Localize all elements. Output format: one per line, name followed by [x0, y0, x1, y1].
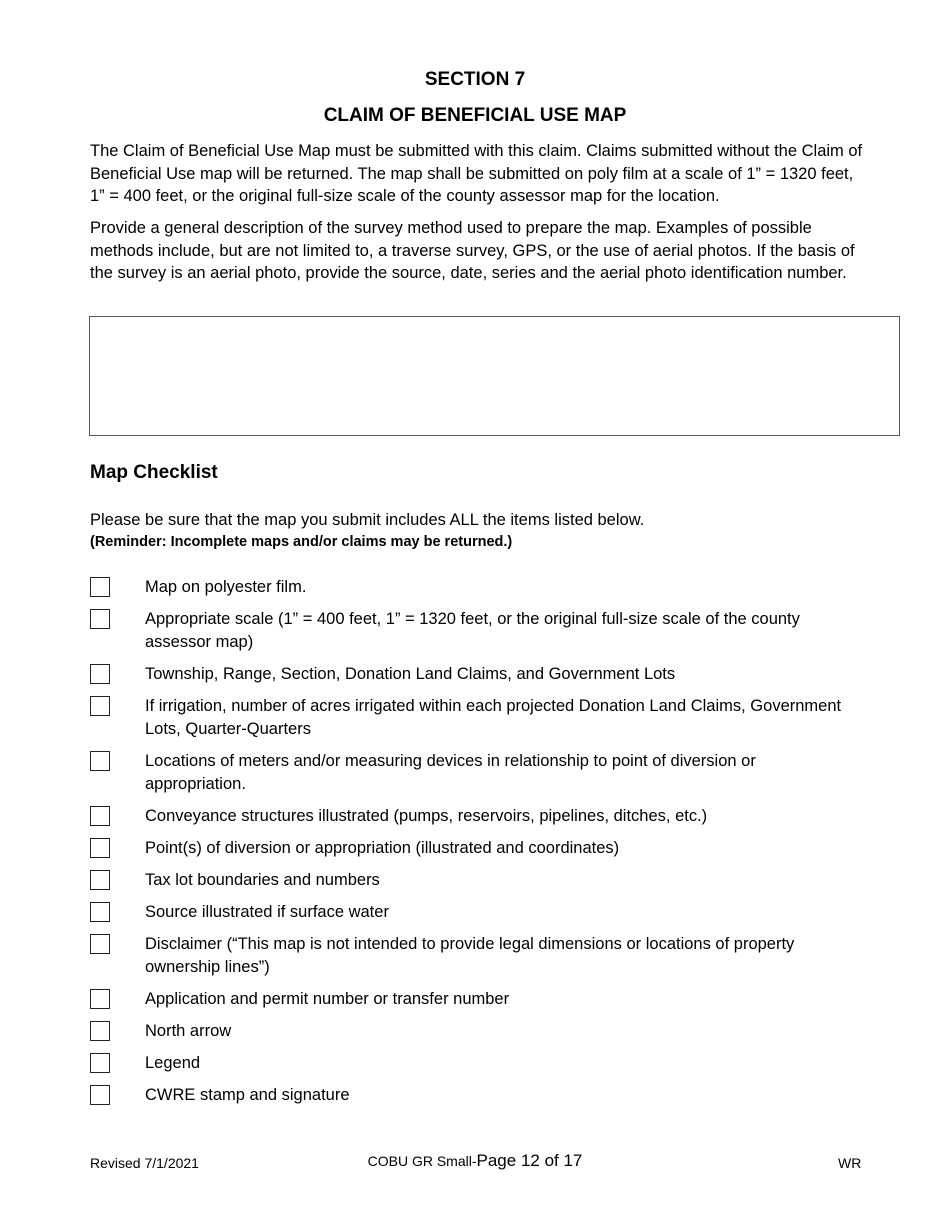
checklist-heading: Map Checklist	[90, 462, 218, 483]
checkbox[interactable]	[90, 664, 110, 684]
checkbox[interactable]	[90, 806, 110, 826]
checkbox[interactable]	[90, 870, 110, 890]
survey-instructions-paragraph: Provide a general description of the survey method used to prepare the map. Examples of possible methods include, but are not limited to, a traverse survey, GPS, or the use of aerial photos. If the basis of the survey is an aerial photo, provide the source, date, series and the aerial photo identification number.	[90, 219, 855, 283]
checklist-item-label: Legend	[145, 1054, 201, 1072]
checklist-item-label: Tax lot boundaries and numbers	[145, 871, 380, 889]
checkbox[interactable]	[90, 609, 110, 629]
checkbox[interactable]	[90, 934, 110, 954]
checklist-item-label: Point(s) of diversion or appropriation (illustrated and coordinates)	[145, 839, 620, 857]
checklist-reminder: (Reminder: Incomplete maps and/or claims may be returned.)	[90, 534, 513, 550]
page-number: Page 12 of 17	[476, 1151, 583, 1170]
checkbox[interactable]	[90, 902, 110, 922]
survey-description-field[interactable]	[89, 316, 900, 436]
checklist-item-label: Disclaimer (“This map is not intended to provide legal dimensions or locations of property ownership lines”)	[145, 935, 795, 976]
checklist-instruction: Please be sure that the map you submit includes ALL the items listed below.	[90, 511, 645, 529]
checkbox[interactable]	[90, 1021, 110, 1041]
checkbox[interactable]	[90, 751, 110, 771]
checklist-item-label: Conveyance structures illustrated (pumps, reservoirs, pipelines, ditches, etc.)	[145, 807, 708, 825]
checklist-item-label: Appropriate scale (1” = 400 feet, 1” = 1320 feet, or the original full-size scale of the county assessor map)	[145, 610, 800, 651]
checklist-item-label: Map on polyester film.	[145, 578, 307, 596]
checklist-item-label: If irrigation, number of acres irrigated within each projected Donation Land Claims, Government Lots, Quarter-Quarters	[145, 697, 842, 738]
page-title: CLAIM OF BENEFICIAL USE MAP	[323, 105, 627, 126]
checkbox[interactable]	[90, 577, 110, 597]
checkbox[interactable]	[90, 838, 110, 858]
checklist-item-label: CWRE stamp and signature	[145, 1086, 350, 1104]
footer-code: WR	[838, 1155, 862, 1171]
checkbox[interactable]	[90, 696, 110, 716]
section-number: SECTION 7	[424, 69, 526, 90]
intro-paragraph: The Claim of Beneficial Use Map must be submitted with this claim. Claims submitted without the Claim of Beneficial Use map will be returned. The map shall be submitted on poly film at a scale of 1” = 1320 feet, 1” = 400 feet, or the original full-size scale of the county assessor map for the location.	[90, 142, 863, 206]
checklist-item-label: Locations of meters and/or measuring devices in relationship to point of diversion or appropriation.	[145, 752, 756, 793]
checkbox[interactable]	[90, 1053, 110, 1073]
footer-page-info	[0, 1150, 950, 1172]
checklist-item-label: Township, Range, Section, Donation Land Claims, and Government Lots	[145, 665, 676, 683]
footer-form-name: COBU GR Small-	[367, 1153, 477, 1169]
checkbox[interactable]	[90, 989, 110, 1009]
checklist-item-label: Application and permit number or transfer number	[145, 990, 510, 1008]
checklist-item-label: North arrow	[145, 1022, 232, 1040]
checklist-item-label: Source illustrated if surface water	[145, 903, 389, 921]
checkbox[interactable]	[90, 1085, 110, 1105]
footer-revised-date: Revised 7/1/2021	[90, 1155, 199, 1171]
